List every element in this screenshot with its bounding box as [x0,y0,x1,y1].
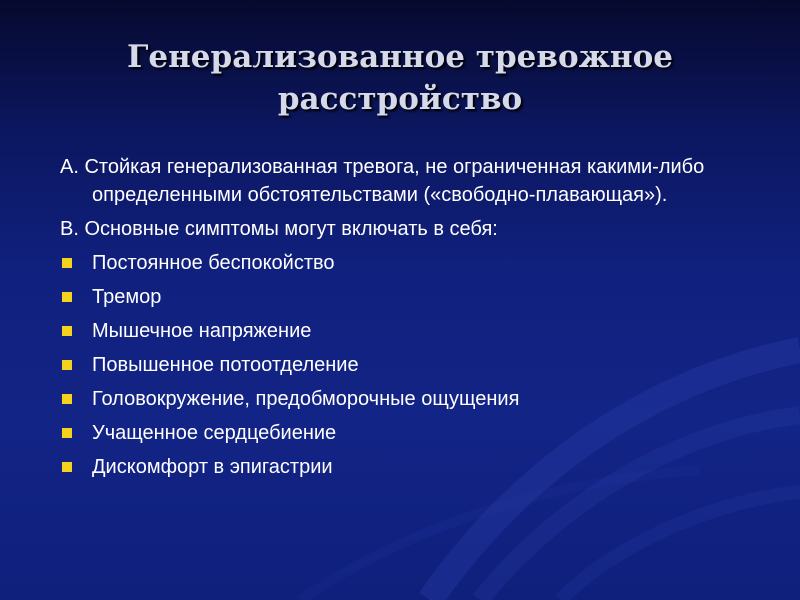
list-item-text: Головокружение, предобморочные ощущения [92,388,520,410]
list-item [60,249,770,277]
slide-title-line: расстройство [277,81,523,117]
slide-body [60,153,770,487]
list-item [60,351,770,379]
slide-title-line: Генерализованное тревожное [126,39,674,75]
paragraph-b: В. Основные симптомы могут включать в себя: [60,218,498,240]
square-bullet-icon [62,326,72,336]
list-item-text: Тремор [92,286,162,308]
list-item-text: Учащенное сердцебиение [92,422,337,444]
list-item-text: Мышечное напряжение [92,320,312,342]
square-bullet-icon [62,292,72,302]
list-item [60,419,770,447]
slide-title [40,36,760,120]
list-item-text: Повышенное потоотделение [92,354,359,376]
square-bullet-icon [62,462,72,472]
list-item [60,283,770,311]
square-bullet-icon [62,394,72,404]
list-item [60,385,770,413]
list-item [60,317,770,345]
paragraph-a: А. Стойкая генерализованная тревога, не ограниченная какими-либо определенными обстоятельствами («свободно-плавающая»). [60,156,705,206]
square-bullet-icon [62,360,72,370]
square-bullet-icon [62,258,72,268]
symptom-list [60,249,770,481]
list-item-text: Постоянное беспокойство [92,252,335,274]
list-item [60,453,770,481]
list-item-text: Дискомфорт в эпигастрии [92,456,333,478]
square-bullet-icon [62,428,72,438]
